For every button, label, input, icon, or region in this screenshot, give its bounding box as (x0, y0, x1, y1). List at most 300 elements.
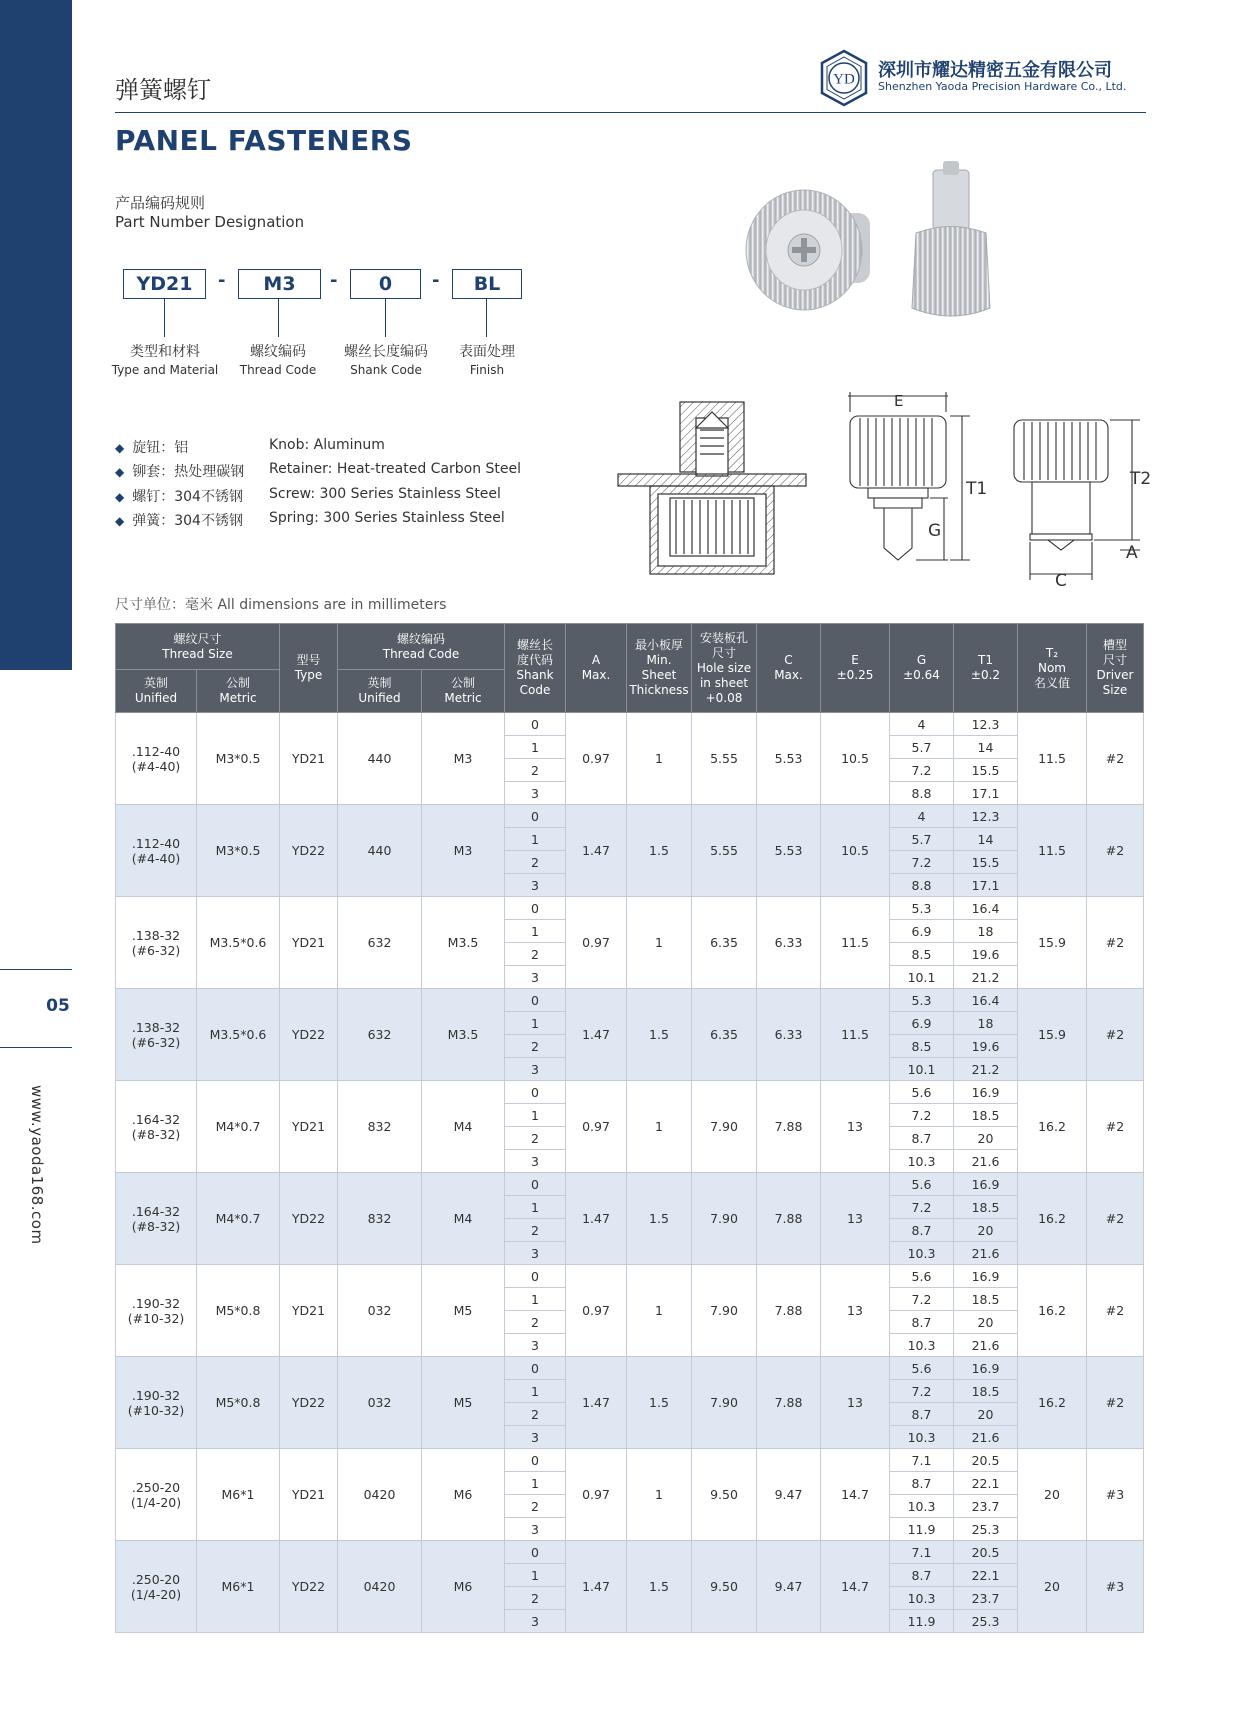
t1-cell: 15.5 (954, 759, 1018, 782)
e-cell: 14.7 (821, 1541, 890, 1633)
a-cell: 0.97 (566, 1081, 627, 1173)
driver-cell: #2 (1087, 989, 1144, 1081)
g-cell: 5.6 (890, 1081, 954, 1104)
col-header-shank-code: 螺丝长 度代码 Shank Code (505, 624, 566, 713)
shank-code-cell: 2 (505, 1495, 566, 1518)
left-accent-bar (0, 0, 72, 670)
hole-size-cell: 5.55 (692, 713, 757, 805)
type-cell: YD21 (280, 1265, 338, 1357)
col-header-a: A Max. (566, 624, 627, 713)
t1-cell: 21.2 (954, 966, 1018, 989)
type-cell: YD21 (280, 897, 338, 989)
code-type: YD21 (123, 269, 206, 299)
thread-code-metric-cell: M6 (422, 1449, 505, 1541)
thread-code-metric-cell: M4 (422, 1081, 505, 1173)
t1-cell: 16.4 (954, 897, 1018, 920)
hole-size-cell: 9.50 (692, 1541, 757, 1633)
part-number-title-en: Part Number Designation (115, 213, 305, 231)
shank-code-cell: 1 (505, 1104, 566, 1127)
t2-cell: 16.2 (1018, 1265, 1087, 1357)
t1-cell: 15.5 (954, 851, 1018, 874)
table-row (116, 713, 1144, 736)
t2-cell: 16.2 (1018, 1081, 1087, 1173)
g-cell: 5.7 (890, 828, 954, 851)
hole-size-cell: 7.90 (692, 1081, 757, 1173)
hole-size-cell: 7.90 (692, 1357, 757, 1449)
unified-cell: .112-40 (#4-40) (116, 805, 197, 897)
t1-cell: 19.6 (954, 1035, 1018, 1058)
driver-cell: #2 (1087, 897, 1144, 989)
t1-cell: 17.1 (954, 874, 1018, 897)
thread-code-unified-cell: 440 (338, 713, 422, 805)
metric-cell: M3*0.5 (197, 805, 280, 897)
metric-cell: M3.5*0.6 (197, 989, 280, 1081)
shank-code-cell: 2 (505, 1035, 566, 1058)
hole-size-cell: 5.55 (692, 805, 757, 897)
t1-cell: 18 (954, 920, 1018, 943)
g-cell: 4 (890, 805, 954, 828)
dim-label-c: C (1055, 571, 1067, 590)
shank-code-cell: 1 (505, 828, 566, 851)
section-view (618, 402, 806, 574)
t2-cell: 11.5 (1018, 805, 1087, 897)
col-header-metric: 公制 Metric (197, 670, 280, 713)
min-sheet-cell: 1.5 (627, 805, 692, 897)
driver-cell: #2 (1087, 1265, 1144, 1357)
shank-code-cell: 0 (505, 1541, 566, 1564)
g-cell: 10.3 (890, 1495, 954, 1518)
t1-cell: 20.5 (954, 1449, 1018, 1472)
thread-code-unified-cell: 0420 (338, 1541, 422, 1633)
thread-code-unified-cell: 0420 (338, 1449, 422, 1541)
t1-cell: 25.3 (954, 1610, 1018, 1633)
shank-code-cell: 3 (505, 1334, 566, 1357)
metric-cell: M4*0.7 (197, 1173, 280, 1265)
col-header-e: E ±0.25 (821, 624, 890, 713)
code-label-finish: 表面处理 Finish (459, 344, 515, 377)
t1-cell: 22.1 (954, 1564, 1018, 1587)
g-cell: 11.9 (890, 1610, 954, 1633)
t1-cell: 18.5 (954, 1196, 1018, 1219)
g-cell: 7.2 (890, 1104, 954, 1127)
min-sheet-cell: 1 (627, 713, 692, 805)
g-cell: 10.3 (890, 1426, 954, 1449)
thread-code-metric-cell: M6 (422, 1541, 505, 1633)
page-number-divider (0, 1047, 72, 1048)
g-cell: 7.2 (890, 1288, 954, 1311)
g-cell: 5.7 (890, 736, 954, 759)
col-header-unified: 英制 Unified (116, 670, 197, 713)
col-header-g: G ±0.64 (890, 624, 954, 713)
a-cell: 0.97 (566, 897, 627, 989)
type-cell: YD22 (280, 805, 338, 897)
code-finish: BL (452, 269, 522, 299)
col-header-t2: T₂ Nom 名义值 (1018, 624, 1087, 713)
shank-code-cell: 1 (505, 1564, 566, 1587)
e-cell: 13 (821, 1265, 890, 1357)
driver-cell: #3 (1087, 1449, 1144, 1541)
e-cell: 14.7 (821, 1449, 890, 1541)
driver-cell: #2 (1087, 805, 1144, 897)
t2-cell: 20 (1018, 1449, 1087, 1541)
table-row (116, 1265, 1144, 1288)
g-cell: 7.2 (890, 1196, 954, 1219)
hole-size-cell: 9.50 (692, 1449, 757, 1541)
g-cell: 4 (890, 713, 954, 736)
t2-cell: 20 (1018, 1541, 1087, 1633)
header-rule (115, 112, 1146, 113)
t1-cell: 16.9 (954, 1265, 1018, 1288)
g-cell: 8.7 (890, 1403, 954, 1426)
t2-cell: 11.5 (1018, 713, 1087, 805)
shank-code-cell: 2 (505, 851, 566, 874)
unified-cell: .112-40 (#4-40) (116, 713, 197, 805)
col-header-thread-code: 螺纹编码 Thread Code (338, 624, 505, 670)
company-logo-icon (816, 48, 872, 108)
t1-cell: 22.1 (954, 1472, 1018, 1495)
dim-label-g: G (928, 521, 942, 541)
metric-cell: M5*0.8 (197, 1265, 280, 1357)
shank-code-cell: 0 (505, 897, 566, 920)
g-cell: 5.6 (890, 1357, 954, 1380)
metric-cell: M3*0.5 (197, 713, 280, 805)
col-header-unified: 英制 Unified (338, 670, 422, 713)
t1-cell: 16.9 (954, 1357, 1018, 1380)
min-sheet-cell: 1 (627, 897, 692, 989)
t1-cell: 25.3 (954, 1518, 1018, 1541)
g-cell: 5.6 (890, 1173, 954, 1196)
shank-code-cell: 1 (505, 736, 566, 759)
code-shank: 0 (350, 269, 421, 299)
thread-code-unified-cell: 632 (338, 989, 422, 1081)
metric-cell: M4*0.7 (197, 1081, 280, 1173)
t2-cell: 16.2 (1018, 1357, 1087, 1449)
a-cell: 1.47 (566, 1357, 627, 1449)
g-cell: 7.2 (890, 851, 954, 874)
t1-cell: 21.6 (954, 1334, 1018, 1357)
min-sheet-cell: 1.5 (627, 1357, 692, 1449)
diamond-bullet-icon: ◆ (115, 490, 125, 504)
g-cell: 7.2 (890, 1380, 954, 1403)
shank-code-cell: 2 (505, 1403, 566, 1426)
dim-label-a: A (1126, 543, 1138, 563)
shank-code-cell: 1 (505, 920, 566, 943)
t1-cell: 23.7 (954, 1587, 1018, 1610)
diamond-bullet-icon: ◆ (115, 465, 125, 479)
shank-code-cell: 2 (505, 1311, 566, 1334)
t2-cell: 15.9 (1018, 897, 1087, 989)
thread-code-unified-cell: 832 (338, 1173, 422, 1265)
a-cell: 1.47 (566, 1541, 627, 1633)
shank-code-cell: 0 (505, 1449, 566, 1472)
a-cell: 1.47 (566, 1173, 627, 1265)
table-row (116, 805, 1144, 828)
g-cell: 6.9 (890, 1012, 954, 1035)
g-cell: 10.3 (890, 1242, 954, 1265)
driver-cell: #3 (1087, 1541, 1144, 1633)
unified-cell: .164-32 (#8-32) (116, 1173, 197, 1265)
shank-code-cell: 1 (505, 1288, 566, 1311)
dim-label-t2: T2 (1130, 469, 1152, 489)
shank-code-cell: 0 (505, 713, 566, 736)
shank-code-cell: 1 (505, 1380, 566, 1403)
t1-cell: 16.9 (954, 1173, 1018, 1196)
t1-cell: 21.2 (954, 1058, 1018, 1081)
metric-cell: M6*1 (197, 1541, 280, 1633)
driver-cell: #2 (1087, 713, 1144, 805)
g-cell: 8.7 (890, 1127, 954, 1150)
g-cell: 5.3 (890, 897, 954, 920)
min-sheet-cell: 1 (627, 1265, 692, 1357)
t1-cell: 14 (954, 736, 1018, 759)
driver-cell: #2 (1087, 1173, 1144, 1265)
t1-cell: 21.6 (954, 1242, 1018, 1265)
t1-cell: 20 (954, 1403, 1018, 1426)
t1-cell: 23.7 (954, 1495, 1018, 1518)
g-cell: 8.7 (890, 1472, 954, 1495)
shank-code-cell: 0 (505, 1265, 566, 1288)
shank-code-cell: 3 (505, 782, 566, 805)
dim-label-e: E (894, 392, 904, 410)
website-url: www.yaoda168.com (28, 1085, 46, 1245)
shank-code-cell: 1 (505, 1472, 566, 1495)
g-cell: 10.3 (890, 1587, 954, 1610)
unified-cell: .138-32 (#6-32) (116, 897, 197, 989)
c-cell: 7.88 (757, 1265, 821, 1357)
t1-cell: 18.5 (954, 1288, 1018, 1311)
t1-cell: 17.1 (954, 782, 1018, 805)
code-label-type: 类型和材料 Type and Material (111, 344, 219, 377)
product-photo (740, 158, 1040, 333)
metric-cell: M6*1 (197, 1449, 280, 1541)
thread-code-metric-cell: M3 (422, 805, 505, 897)
type-cell: YD21 (280, 713, 338, 805)
min-sheet-cell: 1 (627, 1081, 692, 1173)
t1-cell: 20 (954, 1127, 1018, 1150)
type-cell: YD22 (280, 1541, 338, 1633)
t1-cell: 20.5 (954, 1541, 1018, 1564)
thread-code-unified-cell: 832 (338, 1081, 422, 1173)
g-cell: 11.9 (890, 1518, 954, 1541)
spec-table (115, 623, 1144, 1633)
type-cell: YD22 (280, 989, 338, 1081)
page-number: 05 (46, 996, 70, 1016)
min-sheet-cell: 1.5 (627, 989, 692, 1081)
t1-cell: 18 (954, 1012, 1018, 1035)
g-cell: 8.5 (890, 943, 954, 966)
shank-code-cell: 0 (505, 1081, 566, 1104)
t1-cell: 20 (954, 1311, 1018, 1334)
code-dash: - (432, 270, 440, 291)
shank-code-cell: 3 (505, 966, 566, 989)
g-cell: 5.6 (890, 1265, 954, 1288)
shank-code-cell: 3 (505, 1518, 566, 1541)
a-cell: 0.97 (566, 1265, 627, 1357)
c-cell: 6.33 (757, 897, 821, 989)
shank-code-cell: 2 (505, 943, 566, 966)
code-connector (164, 299, 165, 337)
e-cell: 10.5 (821, 805, 890, 897)
a-cell: 1.47 (566, 805, 627, 897)
t1-cell: 14 (954, 828, 1018, 851)
code-connector (278, 299, 279, 337)
g-cell: 6.9 (890, 920, 954, 943)
g-cell: 10.1 (890, 1058, 954, 1081)
g-cell: 8.5 (890, 1035, 954, 1058)
c-cell: 7.88 (757, 1081, 821, 1173)
company-block (816, 48, 1146, 108)
col-header-driver: 槽型 尺寸 Driver Size (1087, 624, 1144, 713)
table-row (116, 1357, 1144, 1380)
col-header-metric: 公制 Metric (422, 670, 505, 713)
thread-code-metric-cell: M4 (422, 1173, 505, 1265)
shank-code-cell: 3 (505, 1426, 566, 1449)
hole-size-cell: 6.35 (692, 989, 757, 1081)
e-cell: 11.5 (821, 989, 890, 1081)
e-cell: 13 (821, 1357, 890, 1449)
hole-size-cell: 6.35 (692, 897, 757, 989)
g-cell: 8.7 (890, 1219, 954, 1242)
e-cell: 11.5 (821, 897, 890, 989)
shank-code-cell: 2 (505, 759, 566, 782)
thread-code-metric-cell: M5 (422, 1265, 505, 1357)
e-cell: 13 (821, 1081, 890, 1173)
shank-code-cell: 2 (505, 1219, 566, 1242)
col-header-t1: T1 ±0.2 (954, 624, 1018, 713)
t1-cell: 12.3 (954, 805, 1018, 828)
shank-code-cell: 3 (505, 1242, 566, 1265)
table-row (116, 1173, 1144, 1196)
type-cell: YD21 (280, 1081, 338, 1173)
company-name-cn: 深圳市耀达精密五金有限公司 (878, 60, 1112, 81)
min-sheet-cell: 1.5 (627, 1541, 692, 1633)
metric-cell: M5*0.8 (197, 1357, 280, 1449)
shank-code-cell: 1 (505, 1196, 566, 1219)
code-connector (486, 299, 487, 337)
code-dash: - (218, 270, 226, 291)
code-label-thread: 螺纹编码 Thread Code (239, 344, 317, 377)
shank-code-cell: 3 (505, 874, 566, 897)
shank-code-cell: 3 (505, 1058, 566, 1081)
g-cell: 8.7 (890, 1311, 954, 1334)
thread-code-metric-cell: M5 (422, 1357, 505, 1449)
table-row (116, 897, 1144, 920)
c-cell: 5.53 (757, 805, 821, 897)
code-dash: - (330, 270, 338, 291)
elevation-view-t1 (848, 392, 970, 560)
g-cell: 10.1 (890, 966, 954, 989)
hole-size-cell: 7.90 (692, 1265, 757, 1357)
thread-code-unified-cell: 632 (338, 897, 422, 989)
col-header-hole-size: 安装板孔 尺寸 Hole size in sheet +0.08 (692, 624, 757, 713)
g-cell: 7.1 (890, 1449, 954, 1472)
metric-cell: M3.5*0.6 (197, 897, 280, 989)
c-cell: 5.53 (757, 713, 821, 805)
thread-code-metric-cell: M3.5 (422, 989, 505, 1081)
spec-table-body (116, 713, 1144, 1633)
code-connector (385, 299, 386, 337)
table-row (116, 1449, 1144, 1472)
diamond-bullet-icon: ◆ (115, 514, 125, 528)
t1-cell: 12.3 (954, 713, 1018, 736)
unified-cell: .164-32 (#8-32) (116, 1081, 197, 1173)
svg-text:YD: YD (833, 71, 855, 88)
shank-code-cell: 0 (505, 1357, 566, 1380)
g-cell: 7.1 (890, 1541, 954, 1564)
diamond-bullet-icon: ◆ (115, 441, 125, 455)
dim-label-t1: T1 (966, 479, 988, 499)
shank-code-cell: 1 (505, 1012, 566, 1035)
c-cell: 9.47 (757, 1449, 821, 1541)
material-item: ◆ 旋钮：铝 Knob: Aluminum (115, 437, 385, 456)
driver-cell: #2 (1087, 1081, 1144, 1173)
g-cell: 10.3 (890, 1150, 954, 1173)
t2-cell: 15.9 (1018, 989, 1087, 1081)
shank-code-cell: 2 (505, 1127, 566, 1150)
shank-code-cell: 3 (505, 1150, 566, 1173)
table-row (116, 1541, 1144, 1564)
driver-cell: #2 (1087, 1357, 1144, 1449)
company-name-en: Shenzhen Yaoda Precision Hardware Co., Ltd. (878, 80, 1127, 93)
unified-cell: .250-20 (1/4-20) (116, 1541, 197, 1633)
unified-cell: .190-32 (#10-32) (116, 1265, 197, 1357)
thread-code-unified-cell: 032 (338, 1357, 422, 1449)
unified-cell: .250-20 (1/4-20) (116, 1449, 197, 1541)
part-number-title-cn: 产品编码规则 (115, 194, 206, 212)
thread-code-unified-cell: 440 (338, 805, 422, 897)
unified-cell: .138-32 (#6-32) (116, 989, 197, 1081)
shank-code-cell: 3 (505, 1610, 566, 1633)
material-item: ◆ 铆套：热处理碳钢 Retainer: Heat-treated Carbon Steel (115, 461, 522, 480)
g-cell: 8.7 (890, 1564, 954, 1587)
e-cell: 10.5 (821, 713, 890, 805)
t1-cell: 16.9 (954, 1081, 1018, 1104)
type-cell: YD21 (280, 1449, 338, 1541)
technical-drawings (612, 390, 1152, 590)
t1-cell: 18.5 (954, 1380, 1018, 1403)
col-header-thread-size: 螺纹尺寸 Thread Size (116, 624, 280, 670)
a-cell: 0.97 (566, 1449, 627, 1541)
units-note: 尺寸单位：毫米 All dimensions are in millimeters (115, 597, 447, 613)
col-header-c: C Max. (757, 624, 821, 713)
c-cell: 6.33 (757, 989, 821, 1081)
shank-code-cell: 0 (505, 1173, 566, 1196)
t2-cell: 16.2 (1018, 1173, 1087, 1265)
hole-size-cell: 7.90 (692, 1173, 757, 1265)
section-heading: PANEL FASTENERS (115, 124, 413, 157)
shank-code-cell: 0 (505, 989, 566, 1012)
c-cell: 7.88 (757, 1173, 821, 1265)
type-cell: YD22 (280, 1173, 338, 1265)
material-item: ◆ 螺钉：304不锈钢 Screw: 300 Series Stainless Steel (115, 486, 501, 505)
e-cell: 13 (821, 1173, 890, 1265)
page-title: 弹簧螺钉 (115, 76, 211, 104)
table-row (116, 989, 1144, 1012)
col-header-type: 型号 Type (280, 624, 338, 713)
t1-cell: 20 (954, 1219, 1018, 1242)
t1-cell: 18.5 (954, 1104, 1018, 1127)
g-cell: 7.2 (890, 759, 954, 782)
a-cell: 0.97 (566, 713, 627, 805)
g-cell: 8.8 (890, 782, 954, 805)
min-sheet-cell: 1 (627, 1449, 692, 1541)
elevation-view-t2 (1014, 420, 1140, 580)
shank-code-cell: 0 (505, 805, 566, 828)
t1-cell: 16.4 (954, 989, 1018, 1012)
c-cell: 7.88 (757, 1357, 821, 1449)
table-row (116, 1081, 1144, 1104)
g-cell: 8.8 (890, 874, 954, 897)
